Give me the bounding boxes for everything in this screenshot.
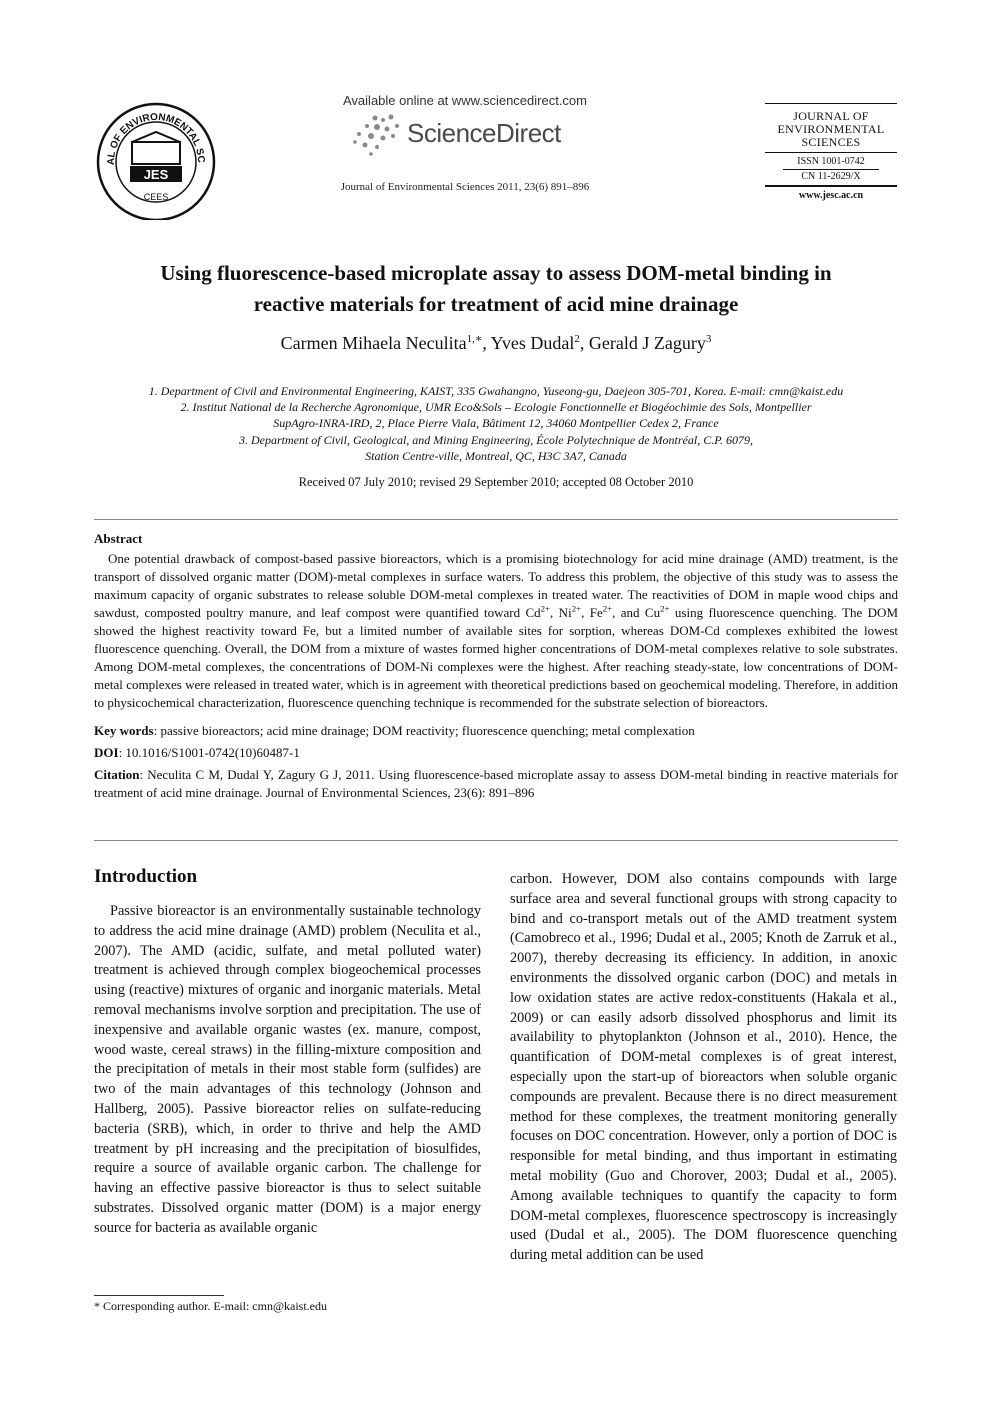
author-affiliation-mark: 3: [705, 333, 712, 345]
journal-name-line: SCIENCES: [801, 135, 861, 149]
abstract-section: [94, 530, 898, 802]
keywords-value: : passive bioreactors; acid mine drainage; DOM reactivity; fluorescence quenching; metal complexation: [153, 723, 695, 738]
right-column: [510, 870, 897, 1266]
citation: [94, 766, 898, 802]
citation-label: Citation: [94, 767, 140, 782]
ion-charge: 2+: [540, 603, 551, 614]
affiliation-line: 3. Department of Civil, Geological, and Mining Engineering, École Polytechnique de Montréal, C.P. 6079,: [238, 432, 754, 447]
author-separator: ,: [579, 333, 589, 353]
doi-label: DOI: [94, 745, 119, 760]
affiliation-line: 2. Institut National de la Recherche Agronomique, UMR Eco&Sols – Ecologie Fonctionnelle et Biogéochimie des Sols, Montpellier: [180, 400, 812, 415]
abstract-text: , and Cu: [612, 605, 661, 620]
author-name: Carmen Mihaela Neculita: [280, 333, 467, 353]
keywords-label: Key words: [94, 723, 154, 738]
divider: [94, 519, 898, 520]
journal-cn: CN 11-2629/X: [801, 171, 861, 182]
keywords: [94, 722, 898, 740]
abstract-heading: Abstract: [94, 531, 143, 546]
received-dates: Received 07 July 2010; revised 29 September 2010; accepted 08 October 2010: [298, 475, 694, 489]
title-line: Using fluorescence-based microplate assay to assess DOM-metal binding in: [160, 261, 832, 285]
journal-website: www.jesc.ac.cn: [798, 190, 864, 201]
abstract-body: [94, 550, 898, 712]
author-affiliation-mark: 2: [574, 333, 580, 345]
journal-name-line: ENVIRONMENTAL: [777, 122, 885, 136]
sciencedirect-logo: [345, 112, 605, 158]
citation-value: : Neculita C M, Dudal Y, Zagury G J, 2011. Using fluorescence-based microplate assay to assess DOM-metal binding in reactive materials for treatment of acid mine drainage. Journal of Environmental Sciences, 23(6): 891–896: [94, 767, 898, 800]
left-column: [94, 866, 481, 1239]
author-list: [96, 333, 896, 354]
abstract-text: , Ni: [550, 605, 572, 620]
seal-ring-text: AL OF ENVIRONMENTAL SC: [105, 111, 207, 166]
ion-charge: 2+: [571, 603, 582, 614]
abstract-text: using fluorescence quenching. The DOM showed the highest reactivity toward Fe, but a limited number of available sites for sorption, whereas DOM-Cd complexes exhibited the lowest fluorescence quenching. Overall, the DOM from a mixture of wastes formed higher concentrations of DOM-metal complexes relative to sole substrates. Among DOM-metal complexes, the concentrations of DOM-Ni complexes were the highest. After reaching steady-state, low concentrations of DOM-metal complexes were released in treated water, which is in agreement with theoretical predictions based on geochemical modeling. Therefore, in addition to physicochemical characterization, fluorescence quenching technique is recommended for the substrate selection of bioreactors.: [94, 605, 899, 710]
abstract-text: One potential drawback of compost-based passive bioreactors, which is a promising biotechnology for acid mine drainage (AMD) treatment, is the transport of dissolved organic matter (DOM)-metal complexes in surface waters. To address this problem, the objective of this study was to assess the maximum capacity of organic substrates to release soluble DOM-metal complexes in treated water. The reactivities of DOM in maple wood chips and sawdust, composted poultry manure, and leaf compost were quantified toward Cd: [94, 551, 898, 620]
journal-seal-logo: [92, 100, 220, 220]
title-line: reactive materials for treatment of acid mine drainage: [253, 292, 739, 316]
footnote: * Corresponding author. E-mail: cmn@kaist.edu: [94, 1299, 328, 1313]
affiliation-line: Station Centre-ville, Montreal, QC, H3C 3A7, Canada: [365, 448, 627, 463]
divider: [94, 840, 898, 841]
author-separator: ,: [482, 333, 491, 353]
article-title: [96, 258, 896, 320]
sciencedirect-dots-icon: [345, 112, 405, 158]
journal-citation: Journal of Environmental Sciences 2011, 23(6) 891–896: [340, 181, 590, 193]
journal-name-line: JOURNAL OF: [793, 109, 869, 123]
author-name: Gerald J Zagury: [588, 333, 706, 353]
ion-charge: 2+: [602, 603, 613, 614]
affiliation-line: 1. Department of Civil and Environmental Engineering, KAIST, 335 Gwahangno, Yuseong-gu, Daejeon 305-701, Korea. E-mail: cmn@kaist.edu: [148, 384, 844, 398]
available-online-text: Available online at www.sciencedirect.com: [343, 93, 587, 108]
abstract-text: , Fe: [581, 605, 603, 620]
doi: [94, 744, 898, 762]
ion-charge: 2+: [660, 603, 670, 614]
body-paragraph: Passive bioreactor is an environmentally sustainable technology to address the acid mine drainage (AMD) problem (Neculita et al., 2007). The AMD (acidic, sulfate, and metal polluted water) treatment is achieved through complex biogeochemical processes using (reactive) mixtures of organic and inorganic materials. Metal removal mechanisms involve sorption and precipitation. The use of inexpensive and available organic wastes (ex. manure, compost, wood waste, cereal straws) in the filling-mixture composition and the precipitation of metals in their most stable form (sulfides) are two of the main advantages of this technology (Johnson and Hallberg, 2005). Passive bioreactor relies on sulfate-reducing bacteria (SRB), which, in order to thrive and help the AMD treatment by pH increasing and the precipitation of biosulfides, require a source of available organic carbon. The challenge for having an effective passive bioreactor is thus to select suitable substrates. Dissolved organic matter (DOM) is a major energy source for bacteria as available organic: [94, 903, 481, 1236]
body-paragraph: carbon. However, DOM also contains compounds with large surface area and several functional groups with strong capacity to bind and co-transport metals out of the AMD treatment system (Camobreco et al., 1996; Dudal et al., 2005; Knoth de Zarruk et al., 2007), thereby decreasing its efficiency. In addition, in anoxic environments the dissolved organic carbon (DOC) and metals in low oxidation states are active redox-constituents (Hakala et al., 2009) or can easily adsorb dissolved phosphorus and limit its availability to phytoplankton (Johnson et al., 2010). Hence, the quantification of DOM-metal complexes is of great interest, especially upon the start-up of bioreactors when soluble organic compounds are prevalent. Because there is no direct measurement method for these complexes, the treatment monitoring generally focuses on DOC concentration. However, only a portion of DOC is responsible for metal binding, and thus important in estimating metal mobility (Guo and Chorover, 2003; Dudal et al., 2005). Among available techniques to quantify the capacity to form DOM-metal complexes, fluorescence spectroscopy is increasingly used (Dudal et al., 2005). The DOM fluorescence quenching during metal addition can be used: [510, 871, 897, 1264]
seal-acronym: JES: [143, 167, 169, 182]
journal-info-box: [765, 103, 897, 201]
affiliations: [96, 383, 896, 464]
author-name: Yves Dudal: [490, 333, 575, 353]
journal-issn: ISSN 1001-0742: [797, 156, 865, 167]
doi-value: : 10.1016/S1001-0742(10)60487-1: [118, 745, 300, 760]
footnote-rule: [94, 1295, 224, 1296]
sciencedirect-wordmark: ScienceDirect: [407, 118, 561, 148]
seal-bottom-text: CEES: [143, 192, 169, 202]
affiliation-line: SupAgro-INRA-IRD, 2, Place Pierre Viala, Bâtiment 12, 34060 Montpellier Cedex 2, France: [273, 416, 719, 431]
svg-text:JOURNAL OF ENVIRONMENTAL SCIEN: [92, 100, 206, 165]
section-heading: Introduction: [94, 866, 198, 887]
author-affiliation-mark: 1,∗: [466, 333, 483, 345]
